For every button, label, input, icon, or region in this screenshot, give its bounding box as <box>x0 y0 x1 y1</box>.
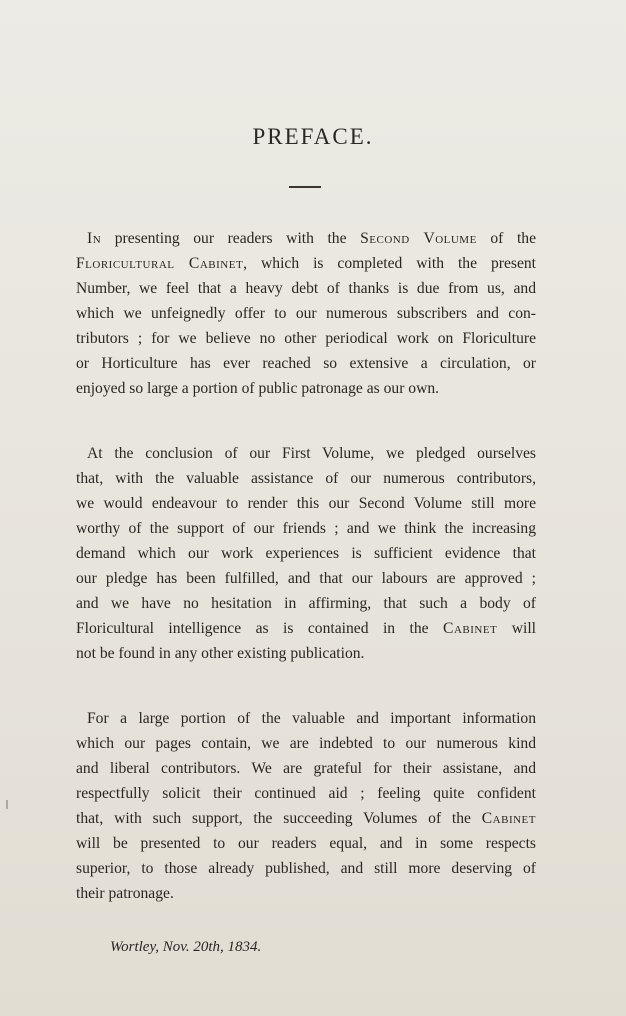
line-text: which we unfeignedly offer to our numerous subscribers and con- <box>76 305 536 322</box>
text-line <box>76 301 536 326</box>
line-text: and liberal contributors. We are grateful for their assistane, and <box>76 760 536 777</box>
opening-word: In <box>87 230 102 247</box>
text-line <box>76 351 536 376</box>
line-text: which our pages contain, we are indebted to our numerous kind <box>76 735 536 752</box>
text-line <box>76 441 536 466</box>
line-text: demand which our work experiences is sufficient evidence that <box>76 545 536 562</box>
text-line <box>76 376 536 401</box>
paragraph-1 <box>76 226 536 401</box>
line-text: and we have no hesitation in affirming, that such a body of <box>76 595 536 612</box>
text-line <box>76 831 536 856</box>
text-line <box>76 326 536 351</box>
text-line <box>76 251 536 276</box>
text-line <box>76 856 536 881</box>
signature-line: Wortley, Nov. 20th, 1834. <box>110 939 262 955</box>
text-line <box>76 491 536 516</box>
line-text: tributors ; for we believe no other periodical work on Floriculture <box>76 330 536 347</box>
line-text: For a large portion of the valuable and important information <box>87 710 536 727</box>
line-text: that, with such support, the succeeding Volumes of the <box>76 810 482 827</box>
line-text: not be found in any other existing publication. <box>76 645 365 662</box>
text-line <box>76 226 536 251</box>
paragraph-2 <box>76 441 536 666</box>
text-line <box>76 541 536 566</box>
small-caps-text: Floricultural Cabinet <box>76 255 244 272</box>
small-caps-text: Cabinet <box>443 620 498 637</box>
line-text: Floricultural intelligence as is contained in the <box>76 620 444 637</box>
line-text: our pledge has been fulfilled, and that our labours are approved ; <box>76 570 536 587</box>
line-text: will be presented to our readers equal, and in some respects <box>76 835 536 852</box>
line-text: superior, to those already published, and still more deserving of <box>76 860 536 877</box>
line-text: enjoyed so large a portion of public patronage as our own. <box>76 380 440 397</box>
small-caps-text: Cabinet <box>481 810 536 827</box>
line-text: Number, we feel that a heavy debt of thanks is due from us, and <box>76 280 536 297</box>
line-text: will <box>497 620 536 637</box>
text-line <box>76 806 536 831</box>
line-text: worthy of the support of our friends ; and we think the increasing <box>76 520 536 537</box>
line-text: of the <box>476 230 536 247</box>
page-title: PREFACE. <box>252 124 374 149</box>
line-text: respectfully solicit their continued aid ; feeling quite confident <box>76 785 536 802</box>
text-line <box>76 756 536 781</box>
text-line <box>76 516 536 541</box>
text-line <box>76 731 536 756</box>
line-text: or Horticulture has ever reached so extensive a circulation, or <box>76 355 536 372</box>
paragraph-3 <box>76 706 536 906</box>
text-line <box>76 566 536 591</box>
line-text: we would endeavour to render this our Second Volume still more <box>76 495 536 512</box>
text-line <box>76 641 536 666</box>
line-text: that, with the valuable assistance of our numerous contributors, <box>76 470 536 487</box>
line-text: their patronage. <box>76 885 174 902</box>
text-line <box>76 706 536 731</box>
paper-blemish <box>6 800 8 809</box>
small-caps-text: Second Volume <box>360 230 477 247</box>
text-line <box>76 881 536 906</box>
line-text: , which is completed with the present <box>243 255 536 272</box>
title-divider <box>289 186 321 188</box>
text-line <box>76 591 536 616</box>
line-text: At the conclusion of our First Volume, we pledged ourselves <box>87 445 536 462</box>
text-line <box>76 276 536 301</box>
text-line <box>76 466 536 491</box>
text-line <box>76 616 536 641</box>
line-text: In presenting our readers with the <box>87 230 361 247</box>
text-line <box>76 781 536 806</box>
